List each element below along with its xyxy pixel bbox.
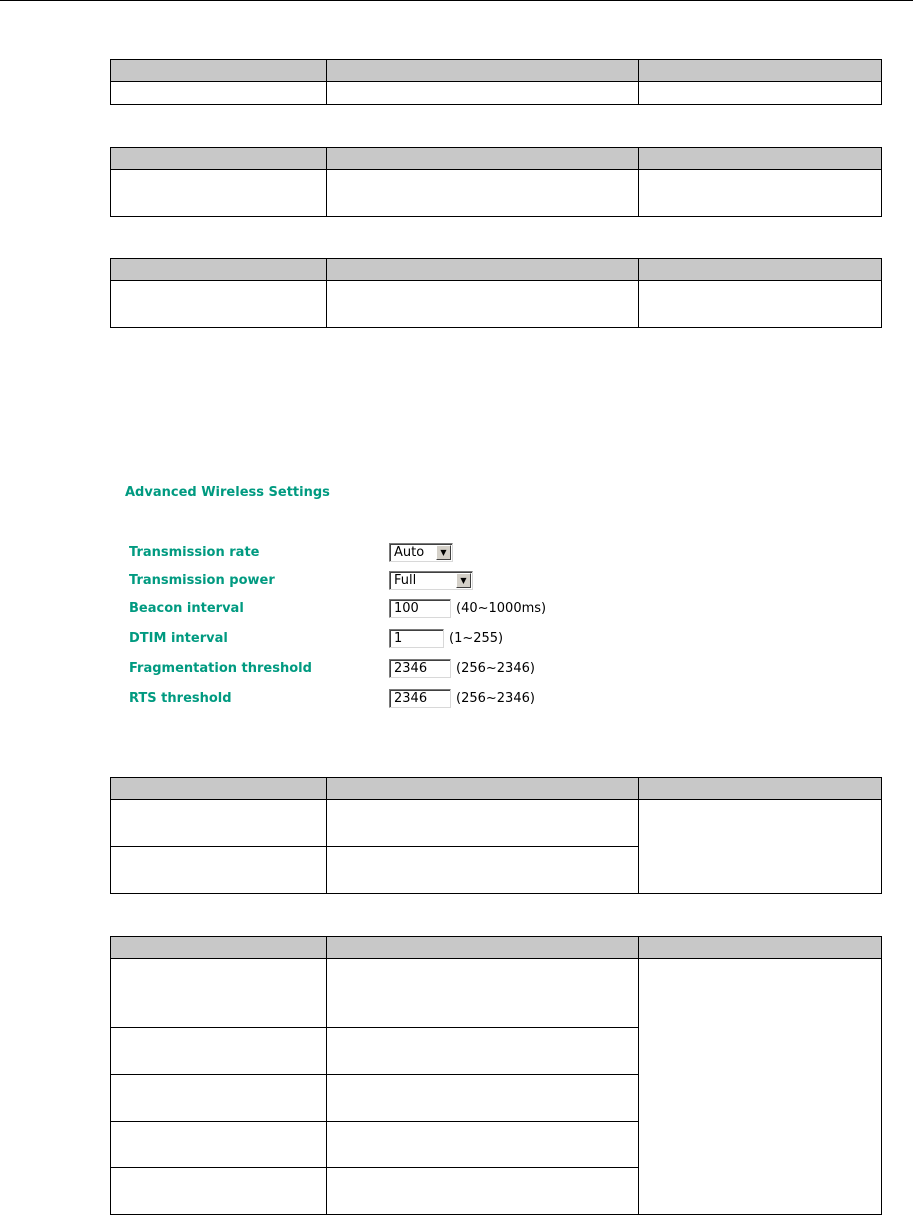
- beacon-interval-label: Beacon interval: [129, 601, 244, 616]
- table-header-cell: [327, 937, 639, 959]
- table-header-cell: [327, 778, 639, 800]
- parameter-table-5: [110, 936, 882, 1215]
- transmission-power-label: Transmission power: [129, 573, 275, 588]
- table-cell: [111, 170, 327, 217]
- table-cell: [327, 82, 639, 105]
- table-cell: [327, 1122, 639, 1168]
- dtim-interval-label: DTIM interval: [129, 631, 228, 646]
- table-header-cell: [327, 259, 639, 281]
- rts-threshold-label: RTS threshold: [129, 691, 232, 706]
- table-header-cell: [111, 259, 327, 281]
- transmission-rate-label: Transmission rate: [129, 545, 260, 560]
- parameter-table-4: [110, 777, 882, 894]
- table-header-cell: [327, 60, 639, 82]
- table-row: [111, 959, 882, 1028]
- table-row: [111, 170, 882, 217]
- table-header-cell: [111, 937, 327, 959]
- table-cell: [111, 281, 327, 328]
- table-cell: [111, 1122, 327, 1168]
- chevron-down-icon[interactable]: ▼: [456, 573, 471, 588]
- table-cell: [639, 281, 882, 328]
- table-header-row: [111, 259, 882, 281]
- table-header-row: [111, 148, 882, 170]
- rts-threshold-hint: (256~2346): [456, 691, 535, 706]
- table-cell: [111, 1075, 327, 1122]
- table-header-row: [111, 60, 882, 82]
- table-header-row: [111, 778, 882, 800]
- table-cell: [111, 1028, 327, 1075]
- table-cell: [327, 1168, 639, 1215]
- transmission-rate-select[interactable]: [389, 543, 453, 562]
- table-header-cell: [111, 60, 327, 82]
- table-cell: [327, 800, 639, 847]
- table-cell: [111, 847, 327, 894]
- table-cell: [327, 170, 639, 217]
- transmission-power-value: Full: [394, 573, 417, 588]
- table-cell: [639, 170, 882, 217]
- table-header-cell: [111, 148, 327, 170]
- chevron-down-icon[interactable]: ▼: [436, 545, 451, 560]
- table-header-cell: [639, 148, 882, 170]
- parameter-table-2: [110, 147, 882, 217]
- table-cell: [111, 82, 327, 105]
- dtim-interval-input[interactable]: 1: [389, 629, 444, 648]
- table-header-cell: [639, 60, 882, 82]
- table-cell: [327, 959, 639, 1028]
- advanced-wireless-settings-title: Advanced Wireless Settings: [125, 485, 330, 500]
- table-cell: [327, 847, 639, 894]
- fragmentation-threshold-input[interactable]: 2346: [389, 659, 451, 678]
- transmission-power-select[interactable]: [389, 571, 473, 590]
- dtim-interval-hint: (1~255): [449, 631, 504, 646]
- parameter-table-1: [110, 59, 882, 105]
- table-row: [111, 281, 882, 328]
- table-cell: [111, 1168, 327, 1215]
- rts-threshold-input[interactable]: 2346: [389, 689, 451, 708]
- table-header-cell: [327, 148, 639, 170]
- table-header-cell: [639, 259, 882, 281]
- table-header-cell: [639, 937, 882, 959]
- table-header-cell: [639, 778, 882, 800]
- table-cell: [639, 800, 882, 894]
- fragmentation-threshold-label: Fragmentation threshold: [129, 661, 312, 676]
- fragmentation-threshold-hint: (256~2346): [456, 661, 535, 676]
- table-cell: [111, 800, 327, 847]
- table-row: [111, 800, 882, 847]
- table-cell: [639, 82, 882, 105]
- parameter-table-3: [110, 258, 882, 328]
- table-cell: [639, 959, 882, 1215]
- page-top-rule: [0, 0, 913, 1]
- transmission-rate-value: Auto: [394, 545, 425, 560]
- table-cell: [327, 1028, 639, 1075]
- table-row: [111, 82, 882, 105]
- beacon-interval-input[interactable]: 100: [389, 599, 451, 618]
- table-cell: [327, 281, 639, 328]
- table-header-row: [111, 937, 882, 959]
- table-cell: [327, 1075, 639, 1122]
- beacon-interval-hint: (40~1000ms): [456, 601, 547, 616]
- table-header-cell: [111, 778, 327, 800]
- table-cell: [111, 959, 327, 1028]
